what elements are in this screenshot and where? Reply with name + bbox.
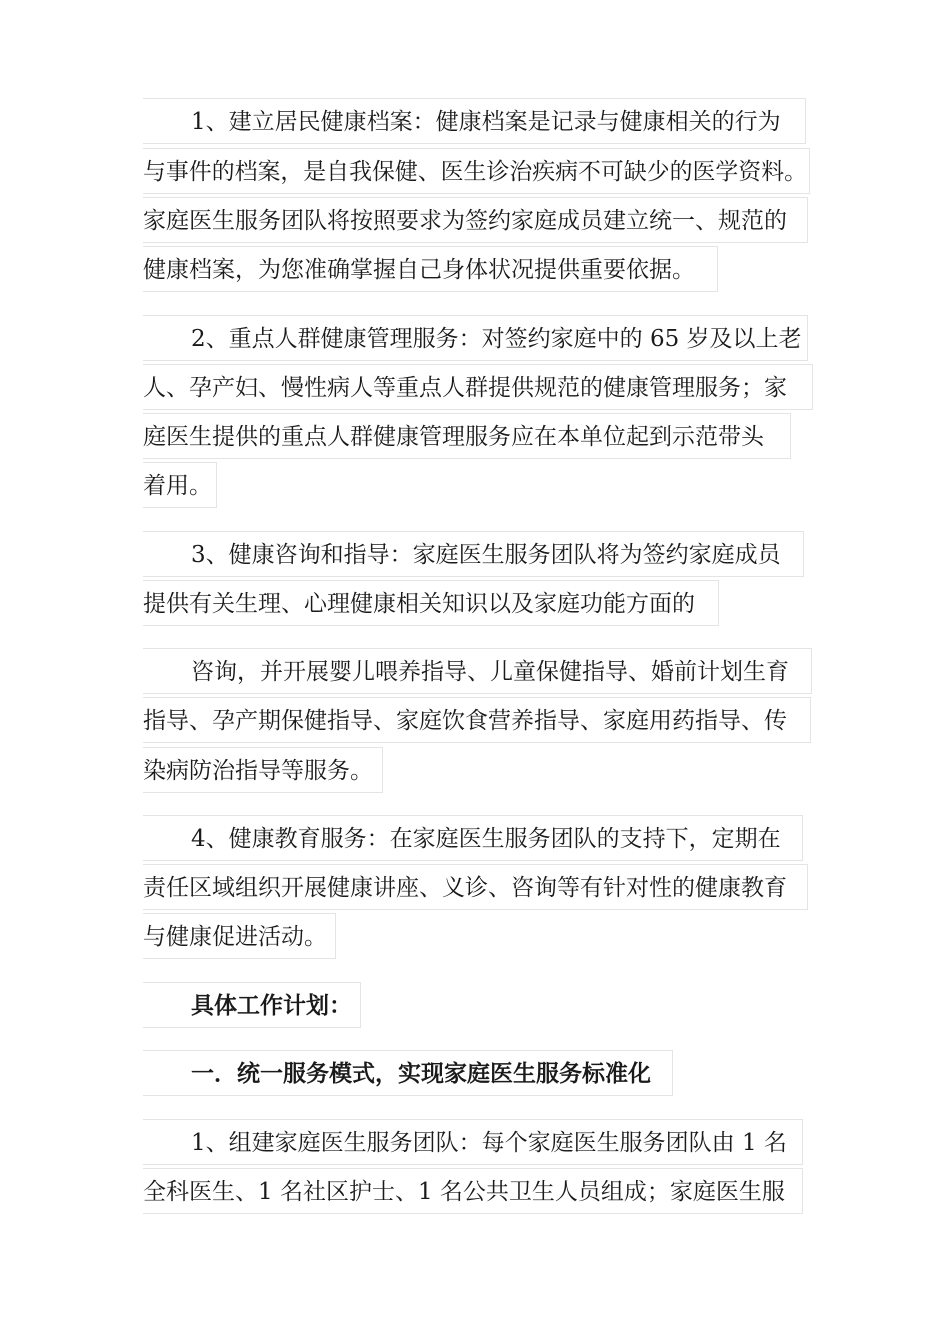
paragraph-5-line-1: 4、健康教育服务：在家庭医生服务团队的支持下，定期在 — [143, 815, 803, 861]
paragraph-4-line-1: 咨询，并开展婴儿喂养指导、儿童保健指导、婚前计划生育 — [143, 648, 812, 694]
paragraph-6-line-1: 1、组建家庭医生服务团队：每个家庭医生服务团队由 1 名 — [143, 1119, 803, 1165]
paragraph-3-line-2: 提供有关生理、心理健康相关知识以及家庭功能方面的 — [143, 580, 719, 626]
paragraph-3-line-1: 3、健康咨询和指导：家庭医生服务团队将为签约家庭成员 — [143, 531, 804, 577]
section-heading-unified-service: 一．统一服务模式，实现家庭医生服务标准化 — [143, 1050, 673, 1096]
paragraph-4-line-3: 染病防治指导等服务。 — [143, 747, 383, 793]
paragraph-2-line-2: 人、孕产妇、慢性病人等重点人群提供规范的健康管理服务；家 — [143, 364, 813, 410]
paragraph-2-line-4: 着用。 — [143, 462, 217, 508]
paragraph-2-line-1: 2、重点人群健康管理服务：对签约家庭中的 65 岁及以上老 — [143, 315, 808, 361]
paragraph-1-line-4: 健康档案，为您准确掌握自己身体状况提供重要依据。 — [143, 246, 718, 292]
paragraph-1-line-2: 与事件的档案，是自我保健、医生诊治疾病不可缺少的医学资料。 — [143, 148, 810, 194]
paragraph-4-line-2: 指导、孕产期保健指导、家庭饮食营养指导、家庭用药指导、传 — [143, 697, 811, 743]
paragraph-6-line-2: 全科医生、1 名社区护士、1 名公共卫生人员组成；家庭医生服 — [143, 1168, 803, 1214]
paragraph-5-line-2: 责任区域组织开展健康讲座、义诊、咨询等有针对性的健康教育 — [143, 864, 808, 910]
paragraph-1-line-3: 家庭医生服务团队将按照要求为签约家庭成员建立统一、规范的 — [143, 197, 808, 243]
paragraph-1-line-1: 1、建立居民健康档案：健康档案是记录与健康相关的行为 — [143, 98, 806, 144]
paragraph-2-line-3: 庭医生提供的重点人群健康管理服务应在本单位起到示范带头 — [143, 413, 791, 459]
section-heading-work-plan: 具体工作计划： — [143, 982, 361, 1028]
paragraph-5-line-3: 与健康促进活动。 — [143, 913, 336, 959]
